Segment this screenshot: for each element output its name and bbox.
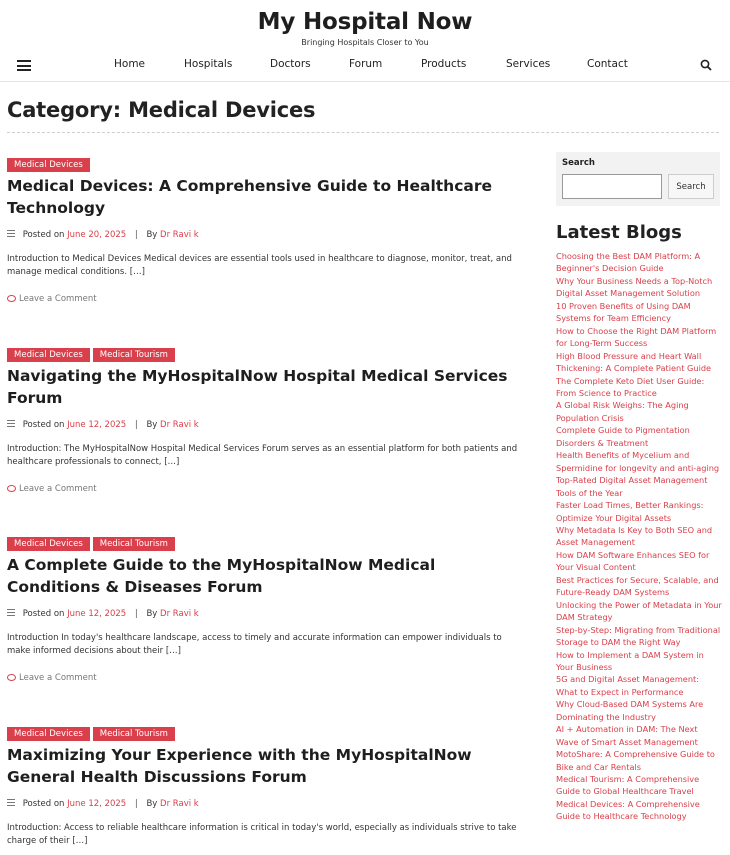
latest-blog-link[interactable]: Why Metadata Is Key to Both SEO and Asset Management — [556, 524, 713, 548]
posted-on-label: Posted on — [22, 420, 65, 430]
post-title[interactable]: Navigating the MyHospitalNow Hospital Medical Services Forum — [7, 367, 508, 407]
comment-icon — [7, 295, 16, 302]
excerpt-text: Introduction: Access to reliable healthcare information is critical in today's world, especially as individuals strive to take charge of their — [7, 823, 517, 846]
nav-services[interactable]: Services — [506, 58, 551, 70]
latest-blog-link[interactable]: MotoShare: A Comprehensive Guide to Bike and Car Rentals — [556, 749, 715, 772]
post-categories — [7, 342, 532, 360]
latest-blog-link[interactable]: How to Choose the Right DAM Platform for Long-Term Success — [556, 325, 717, 349]
latest-blog-link[interactable]: Medical Devices: A Comprehensive Guide to Healthcare Technology — [556, 798, 700, 822]
category-tag[interactable]: Medical Devices — [7, 727, 90, 741]
post-item — [7, 342, 532, 494]
latest-blog-link[interactable]: Step-by-Step: Migrating from Traditional Storage to DAM the Right Way — [556, 624, 721, 648]
excerpt-text: Introduction In today's healthcare landscape, access to timely and accurate information can empower individuals to make informed decisions about their — [7, 633, 502, 656]
leave-comment-link[interactable] — [7, 294, 532, 304]
by-label: By — [146, 420, 158, 430]
search-input[interactable] — [562, 174, 662, 199]
read-more-link[interactable]: […] — [164, 456, 180, 467]
comment-icon — [7, 485, 16, 492]
post-date[interactable]: June 12, 2025 — [67, 799, 127, 809]
excerpt-text: Introduction: The MyHospitalNow Hospital Medical Services Forum serves as an essential platform for both patients and healthcare professionals to connect, — [7, 444, 518, 467]
read-more-link[interactable]: […] — [72, 835, 88, 846]
search-icon[interactable] — [700, 59, 712, 71]
post-author[interactable]: Dr Ravi k — [160, 799, 199, 809]
latest-blog-link[interactable]: Health Benefits of Mycelium and Spermidine for longevity and anti-aging — [556, 450, 720, 473]
posted-on-label: Posted on — [22, 609, 65, 619]
latest-blog-link[interactable]: Unlocking the Power of Metadata in Your DAM Strategy — [556, 599, 722, 623]
post-item — [7, 531, 532, 683]
latest-blog-link[interactable]: Top-Rated Digital Asset Management Tools of the Year — [556, 475, 708, 498]
post-item — [7, 152, 532, 304]
search-button[interactable]: Search — [668, 174, 714, 199]
post-meta: Posted on June 12, 2025 | By Dr Ravi k — [7, 799, 532, 811]
post-date[interactable]: June 12, 2025 — [67, 609, 127, 619]
by-label: By — [146, 609, 158, 619]
post-title[interactable]: Medical Devices: A Comprehensive Guide to Healthcare Technology — [7, 177, 493, 217]
post-author[interactable]: Dr Ravi k — [160, 420, 199, 430]
latest-blog-link[interactable]: The Complete Keto Diet User Guide: From Science to Practice — [556, 375, 705, 398]
read-more-link[interactable]: […] — [165, 645, 181, 656]
main-navigation — [0, 52, 730, 82]
comment-label: Leave a Comment — [19, 484, 97, 494]
heading-divider — [7, 132, 719, 133]
latest-blog-link[interactable]: Why Your Business Needs a Top-Notch Digital Asset Management Solution — [556, 275, 713, 299]
leave-comment-link[interactable] — [7, 673, 532, 683]
post-author[interactable]: Dr Ravi k — [160, 230, 199, 240]
post-excerpt — [7, 253, 527, 278]
latest-blog-link[interactable]: A Global Risk Weighs: The Aging Population Crisis — [556, 400, 689, 423]
post-meta: Posted on June 12, 2025 | By Dr Ravi k — [7, 420, 532, 432]
calendar-icon — [7, 799, 15, 806]
latest-blog-link[interactable]: AI + Automation in DAM: The Next Wave of Smart Asset Management — [556, 724, 698, 747]
post-categories — [7, 531, 532, 549]
post-meta: Posted on June 12, 2025 | By Dr Ravi k — [7, 609, 532, 621]
sidebar-search-widget — [556, 152, 720, 206]
post-excerpt — [7, 632, 527, 657]
latest-blog-link[interactable]: 10 Proven Benefits of Using DAM Systems for Team Efficiency — [556, 300, 691, 324]
post-date[interactable]: June 20, 2025 — [67, 230, 127, 240]
latest-blog-link[interactable]: How to Implement a DAM System in Your Business — [556, 649, 704, 672]
post-categories — [7, 152, 532, 170]
latest-blog-link[interactable]: How DAM Software Enhances SEO for Your Visual Content — [556, 549, 710, 573]
post-meta: Posted on June 20, 2025 | By Dr Ravi k — [7, 230, 532, 242]
latest-blogs-heading: Latest Blogs — [556, 222, 682, 243]
leave-comment-link[interactable] — [7, 484, 532, 494]
excerpt-text: Introduction to Medical Devices Medical devices are essential tools used in healthcare to diagnose, monitor, treat, and manage medical conditions. — [7, 254, 512, 277]
category-tag[interactable]: Medical Devices — [7, 537, 90, 551]
post-date[interactable]: June 12, 2025 — [67, 420, 127, 430]
category-tag[interactable]: Medical Tourism — [93, 727, 175, 741]
category-tag[interactable]: Medical Devices — [7, 348, 90, 362]
by-label: By — [146, 799, 158, 809]
latest-blog-link[interactable]: Faster Load Times, Better Rankings: Optimize Your Digital Assets — [556, 500, 704, 523]
category-tag[interactable]: Medical Tourism — [93, 348, 175, 362]
post-excerpt — [7, 443, 527, 468]
nav-forum[interactable]: Forum — [349, 58, 383, 70]
nav-hospitals[interactable]: Hospitals — [184, 58, 233, 70]
post-categories — [7, 721, 532, 739]
post-item — [7, 721, 532, 847]
latest-blog-link[interactable]: Choosing the Best DAM Platform: A Beginner's Decision Guide — [556, 251, 701, 274]
comment-icon — [7, 674, 16, 681]
latest-blogs-list — [556, 250, 722, 855]
calendar-icon — [7, 420, 15, 427]
nav-doctors[interactable]: Doctors — [270, 58, 311, 70]
comment-label: Leave a Comment — [19, 294, 97, 304]
site-title[interactable]: My Hospital Now — [257, 9, 473, 35]
page-title: Category: Medical Devices — [7, 98, 316, 122]
latest-blog-link[interactable]: Best Practices for Secure, Scalable, and Future-Ready DAM Systems — [556, 574, 719, 598]
latest-blog-link[interactable]: Complete Guide to Pigmentation Disorders & Treatment — [556, 425, 690, 448]
latest-blog-link[interactable]: Why Cloud-Based DAM Systems Are Dominating the Industry — [556, 699, 704, 722]
latest-blog-link[interactable]: 5G and Digital Asset Management: What to Expect in Performance — [556, 674, 699, 697]
post-title[interactable]: Maximizing Your Experience with the MyHospitalNow General Health Discussions Forum — [7, 746, 472, 786]
post-excerpt — [7, 822, 527, 847]
latest-blog-link[interactable]: Medical Tourism: A Comprehensive Guide to Global Healthcare Travel — [556, 774, 700, 797]
calendar-icon — [7, 609, 15, 616]
nav-contact[interactable]: Contact — [587, 58, 628, 70]
post-title[interactable]: A Complete Guide to the MyHospitalNow Medical Conditions & Diseases Forum — [7, 556, 436, 596]
posted-on-label: Posted on — [22, 799, 65, 809]
posted-on-label: Posted on — [22, 230, 65, 240]
post-author[interactable]: Dr Ravi k — [160, 609, 199, 619]
nav-products[interactable]: Products — [421, 58, 467, 70]
comment-label: Leave a Comment — [19, 673, 97, 683]
search-label: Search — [562, 158, 595, 168]
by-label: By — [146, 230, 158, 240]
calendar-icon — [7, 230, 15, 237]
latest-blog-link[interactable]: High Blood Pressure and Heart Wall Thickening: A Complete Patient Guide — [556, 350, 712, 374]
nav-home[interactable]: Home — [114, 58, 146, 70]
read-more-link[interactable]: […] — [129, 266, 145, 277]
category-tag[interactable]: Medical Tourism — [93, 537, 175, 551]
site-tagline: Bringing Hospitals Closer to You — [301, 38, 429, 47]
category-tag[interactable]: Medical Devices — [7, 158, 90, 172]
hamburger-menu-icon[interactable] — [17, 60, 31, 71]
